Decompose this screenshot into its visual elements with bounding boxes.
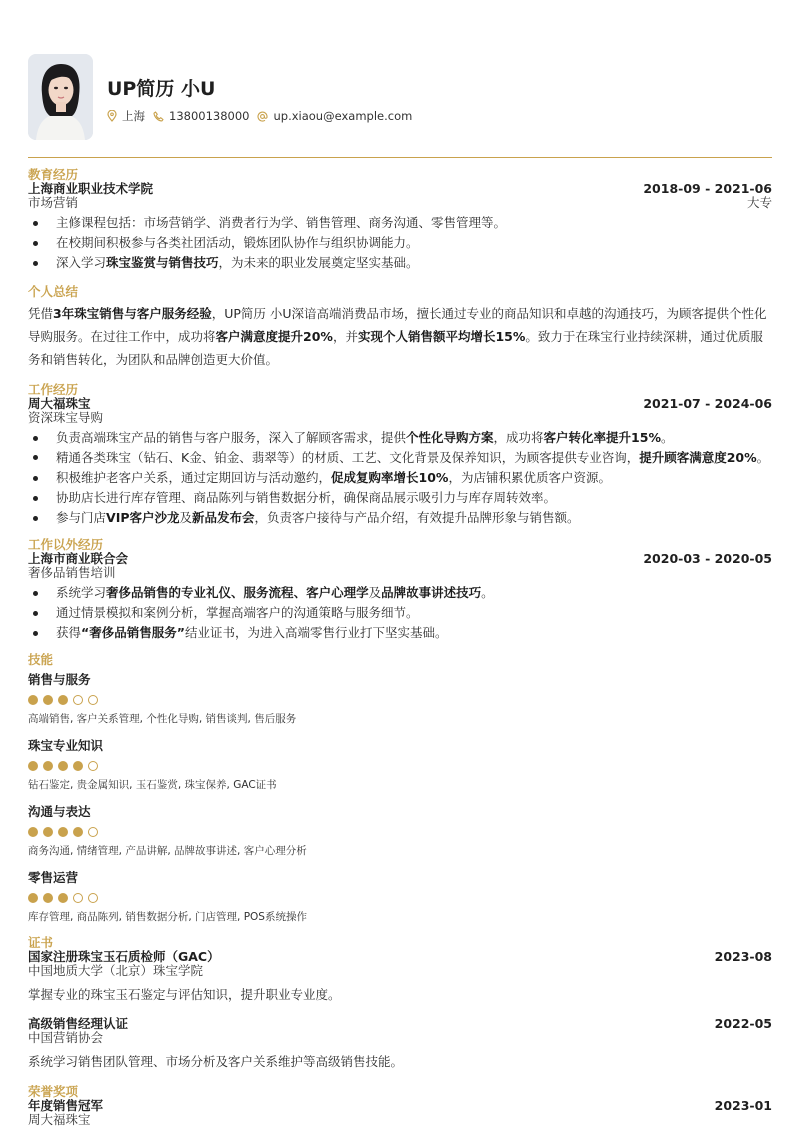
award-name: 年度销售冠军 — [28, 1098, 104, 1113]
candidate-name: UP简历 小U — [107, 78, 216, 100]
cert-date: 2022-05 — [714, 1016, 772, 1031]
text: 积极维护老客户关系，通过定期回访与活动邀约， — [56, 470, 332, 485]
skill-keywords: 高端销售, 客户关系管理, 个性化导购, 销售谈判, 售后服务 — [28, 713, 297, 725]
skill-level-dots — [28, 827, 772, 837]
cert-header — [28, 1017, 772, 1031]
awards-section — [28, 1085, 772, 1126]
bold-text: 服务流程 — [243, 585, 294, 600]
section-title-work: 工作经历 — [28, 382, 79, 397]
list-item: 主修课程包括：市场营销学、消费者行为学、销售管理、商务沟通、零售管理等。 — [28, 213, 772, 233]
text: 。 — [756, 450, 770, 465]
work-header — [28, 397, 772, 411]
bold-text: 客户转化率提升15% — [543, 430, 661, 445]
education-header — [28, 182, 772, 196]
list-item — [28, 583, 772, 603]
list-item — [28, 448, 772, 468]
cert-name: 国家注册珠宝玉石质检师（GAC） — [28, 949, 220, 964]
contact-info — [107, 108, 420, 124]
list-item — [28, 623, 772, 643]
skill-dot-empty — [73, 893, 83, 903]
text: 及 — [179, 510, 193, 525]
skill-dot-filled — [58, 893, 68, 903]
bold-text: 珠宝鉴赏与销售技巧 — [106, 255, 219, 270]
award-org-text: 周大福珠宝 — [28, 1112, 91, 1127]
text: 深入学习 — [56, 255, 107, 270]
resume-body — [28, 168, 772, 1126]
skill-keywords: 库存管理, 商品陈列, 销售数据分析, 门店管理, POS系统操作 — [28, 911, 307, 923]
resume-header — [28, 54, 772, 140]
skill-dot-empty — [88, 893, 98, 903]
cert-description: 掌握专业的珠宝玉石鉴定与评估知识，提升职业专业度。 — [28, 987, 341, 1002]
section-title-certs: 证书 — [28, 935, 54, 950]
bold-text: 客户心理学 — [306, 585, 369, 600]
phone-text: 13800138000 — [169, 109, 250, 123]
bold-text: 3年珠宝销售与客户服务经验 — [53, 306, 212, 321]
skill-dot-filled — [43, 827, 53, 837]
section-title-education: 教育经历 — [28, 167, 79, 182]
skill-level-dots — [28, 893, 772, 903]
bold-text: 客户满意度提升20% — [215, 329, 333, 344]
text: ，并 — [332, 329, 358, 344]
skills-section — [28, 653, 772, 924]
award-org — [28, 1113, 772, 1126]
award-header — [28, 1099, 772, 1113]
header-divider — [28, 157, 772, 158]
list-item: 协助店长进行库存管理、商品陈列与销售数据分析，确保商品展示吸引力与库存周转效率。 — [28, 488, 772, 508]
location-text: 上海 — [122, 109, 145, 123]
text: 结业证书，为进入高端零售行业打下坚实基础。 — [184, 625, 448, 640]
bold-text: 提升顾客满意度20% — [639, 450, 757, 465]
bold-text: 促成复购率增长10% — [331, 470, 449, 485]
certs-section — [28, 936, 772, 1069]
text: 。 — [660, 430, 674, 445]
bold-text: 奢侈品销售的专业礼仪 — [106, 585, 232, 600]
location-pin-icon — [107, 110, 117, 122]
skill-dot-filled — [73, 827, 83, 837]
summary-section — [28, 285, 772, 371]
skill-dot-filled — [28, 893, 38, 903]
skill-dot-filled — [43, 893, 53, 903]
avatar-portrait — [28, 54, 93, 140]
text: 。致力于在珠宝行业持续深耕，通过优质服务和销售转化，为团队和品牌创造更大价值。 — [28, 329, 763, 367]
summary-paragraph — [28, 302, 772, 371]
cert-date: 2023-08 — [714, 949, 772, 964]
bold-text: 品牌故事讲述技巧 — [381, 585, 482, 600]
cert-name: 高级销售经理认证 — [28, 1016, 129, 1031]
school-name: 上海商业职业技术学院 — [28, 181, 154, 196]
text: 精通各类珠宝（钻石、K金、铂金、翡翠等）的材质、工艺、文化背景及保养知识，为顾客提供专业咨询， — [56, 450, 640, 465]
at-sign-icon — [257, 111, 268, 122]
phone-icon — [153, 111, 164, 122]
skill-dot-empty — [88, 827, 98, 837]
bold-text: 实现个人销售额平均增长15% — [357, 329, 526, 344]
training-name: 奢侈品销售培训 — [28, 565, 116, 580]
cert-description: 系统学习销售团队管理、市场分析及客户关系维护等高级销售技能。 — [28, 1054, 404, 1069]
skill-item — [28, 739, 772, 792]
text: ，成功将 — [493, 430, 544, 445]
text: 。 — [481, 585, 494, 600]
list-item — [28, 253, 772, 273]
extra-subheader — [28, 566, 772, 579]
extra-experience-section — [28, 538, 772, 643]
education-subheader — [28, 196, 772, 209]
skill-name: 销售与服务 — [28, 672, 91, 687]
section-title-skills: 技能 — [28, 652, 54, 667]
skills-list — [28, 673, 772, 924]
cert-item — [28, 1017, 772, 1069]
section-title-awards: 荣誉奖项 — [28, 1084, 79, 1099]
text: 负责高端珠宝产品的销售与客户服务，深入了解顾客需求，提供 — [56, 430, 407, 445]
cert-header — [28, 950, 772, 964]
cert-issuer — [28, 1031, 772, 1044]
education-section — [28, 168, 772, 273]
skill-dot-filled — [28, 827, 38, 837]
cert-issuer — [28, 964, 772, 977]
email-text: up.xiaou@example.com — [273, 109, 413, 123]
skill-dot-empty — [88, 695, 98, 705]
section-title-extra: 工作以外经历 — [28, 537, 104, 552]
skill-dot-filled — [43, 761, 53, 771]
contact-email — [257, 109, 412, 123]
text: ，为店铺积累优质客户资源。 — [448, 470, 611, 485]
skill-name: 珠宝专业知识 — [28, 738, 104, 753]
list-item — [28, 508, 772, 528]
text: 及 — [368, 585, 382, 600]
bold-text: 、 — [231, 585, 244, 600]
list-item: 在校期间积极参与各类社团活动，锻炼团队协作与组织协调能力。 — [28, 233, 772, 253]
skill-dot-filled — [43, 695, 53, 705]
skill-keywords: 商务沟通, 情绪管理, 产品讲解, 品牌故事讲述, 客户心理分析 — [28, 845, 307, 857]
skill-level-dots — [28, 695, 772, 705]
list-item — [28, 428, 772, 448]
company-name: 周大福珠宝 — [28, 396, 91, 411]
skill-dot-filled — [28, 761, 38, 771]
degree: 大专 — [746, 195, 772, 210]
text: 凭借 — [28, 306, 54, 321]
issuer-text: 中国地质大学（北京）珠宝学院 — [28, 963, 204, 978]
text: ，为未来的职业发展奠定坚实基础。 — [218, 255, 419, 270]
org-name: 上海市商业联合会 — [28, 551, 129, 566]
skill-name: 零售运营 — [28, 870, 79, 885]
award-date: 2023-01 — [714, 1098, 772, 1113]
skill-name: 沟通与表达 — [28, 804, 91, 819]
text: 参与门店 — [56, 510, 107, 525]
contact-location — [107, 108, 145, 124]
skill-dot-filled — [58, 827, 68, 837]
text: 获得 — [56, 625, 82, 640]
work-section — [28, 383, 772, 528]
issuer-text: 中国营销协会 — [28, 1030, 104, 1045]
bold-text: 个性化导购方案 — [406, 430, 494, 445]
skill-dot-filled — [58, 695, 68, 705]
skill-dot-filled — [28, 695, 38, 705]
text: ，负责客户接待与产品介绍，有效提升品牌形象与销售额。 — [254, 510, 580, 525]
section-title-summary: 个人总结 — [28, 284, 79, 299]
skill-keywords: 钻石鉴定, 贵金属知识, 玉石鉴赏, 珠宝保养, GAC证书 — [28, 779, 277, 791]
cert-item — [28, 950, 772, 1002]
bold-text: 、 — [293, 585, 307, 600]
work-bullets — [28, 428, 772, 528]
job-role: 资深珠宝导购 — [28, 410, 104, 425]
list-item — [28, 468, 772, 488]
skill-item — [28, 871, 772, 924]
bold-text: 新品发布会 — [192, 510, 255, 525]
major: 市场营销 — [28, 195, 79, 210]
extra-header — [28, 552, 772, 566]
bold-text: VIP客户沙龙 — [106, 510, 180, 525]
contact-phone — [153, 109, 249, 123]
work-date: 2021-07 - 2024-06 — [643, 396, 772, 411]
education-bullets — [28, 213, 772, 273]
skill-dot-empty — [73, 695, 83, 705]
extra-date: 2020-03 - 2020-05 — [643, 551, 772, 566]
skill-item — [28, 673, 772, 726]
bold-text: “奢侈品销售服务” — [81, 625, 185, 640]
work-subheader — [28, 411, 772, 424]
text: ，UP简历 小U深谙高端消费品市场，擅长通过专业的商品知识和卓越的沟通技巧，为顾客提供个性化导购服务。在过往工作中，成功将 — [28, 306, 767, 344]
skill-dot-filled — [58, 761, 68, 771]
list-item: 通过情景模拟和案例分析，掌握高端客户的沟通策略与服务细节。 — [28, 603, 772, 623]
extra-bullets — [28, 583, 772, 643]
text: 系统学习 — [56, 585, 107, 600]
skill-item — [28, 805, 772, 858]
skill-dot-empty — [88, 761, 98, 771]
skill-dot-filled — [73, 761, 83, 771]
skill-level-dots — [28, 761, 772, 771]
avatar — [28, 54, 93, 140]
education-date: 2018-09 - 2021-06 — [643, 181, 772, 196]
